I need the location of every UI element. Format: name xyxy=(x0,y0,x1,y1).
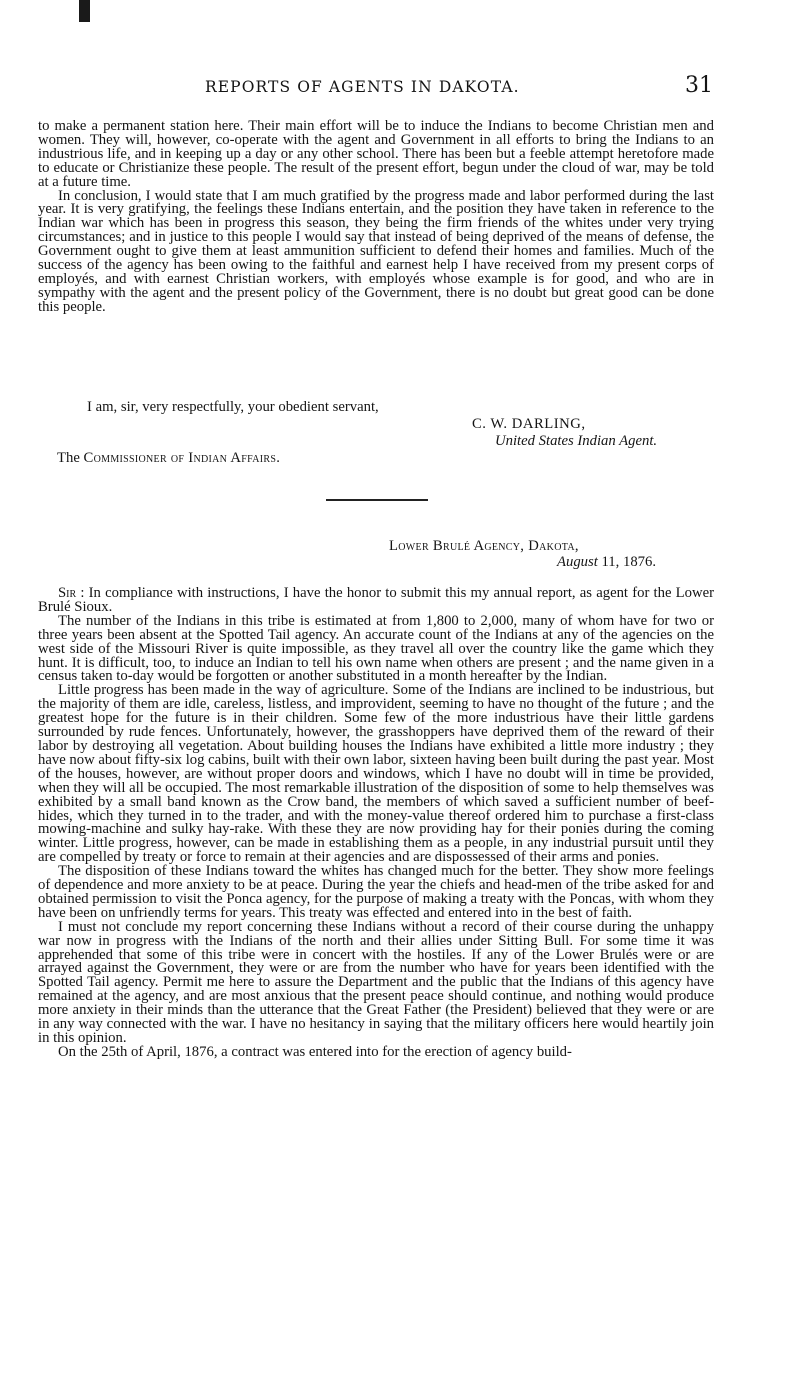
running-head xyxy=(0,73,809,102)
paragraph xyxy=(38,587,714,615)
paragraph: The number of the Indians in this tribe is estimated at from 1,800 to 2,000, many of whom have for two or three years been absent at the Spotted Tail agency. An accurate count of the Indians at any of the agencies on the west side of the Missouri River is quite impossible, as they travel all over the country like the game which they hunt. It is difficult, too, to induce an Indian to tell his own name when others are present ; and the name given in a census taken to-day would be forgotten or another substituted in a month hereafter by the Indian. xyxy=(38,612,714,685)
section-divider xyxy=(326,499,428,501)
salutation: Sir : xyxy=(58,585,85,601)
paragraph: Little progress has been made in the way of agriculture. Some of the Indians are inclined to be industrious, but the majority of them are idle, careless, listless, and improvident, seeming to have no thought of the future ; and the greatest hope for the future is in their children. Some few of the more industrious have their little gardens surrounded by rude fences. Unfortunately, however, the grasshoppers have deprived them of the reward of their labor by destroying all vegetation. About building houses the Indians have exhibited a little more industry ; they have now about fifty-six log cabins, built with their own labor, sixteen having been built during the past year. Most of the houses, however, are without proper doors and windows, which I have no doubt will in time be provided, when they will all be occupied. The most remarkable illustration of the disposition of some to help themselves was exhibited by a small band known as the Crow band, the members of which saved a sufficient number of beef-hides, which they turned in to the trader, and with the money-value thereof ordered him to purchase a first-class mowing-machine and sulky hay-rake. With these they are now providing hay for their ponies during the coming winter. Little progress, however, can be made in establishing them as a people, in any industrial pursuit until they are compelled by treaty or force to remain at their agencies and are dispossessed of their arms and ponies. xyxy=(38,682,714,866)
date-rest: 11, 1876. xyxy=(597,554,657,570)
letter-date xyxy=(557,554,656,571)
signer-name: C. W. DARLING, xyxy=(472,416,586,432)
paragraph: On the 25th of April, 1876, a contract was entered into for the erection of agency build- xyxy=(58,1043,572,1060)
paragraph-text: In compliance with instructions, I have the honor to submit this my annual report, as agent for the Lower Brulé Sioux. xyxy=(38,585,714,615)
closing-line: I am, sir, very respectfully, your obedient servant, xyxy=(87,399,379,415)
recipient-name: Commissioner of Indian Affairs. xyxy=(83,450,281,466)
scan-edge-mark xyxy=(79,0,90,22)
recipient-prefix: The xyxy=(57,450,80,466)
page-number: 31 xyxy=(685,73,713,98)
recipient-line xyxy=(57,450,280,467)
running-head-title: REPORTS OF AGENTS IN DAKOTA. xyxy=(205,78,520,96)
paragraph: to make a permanent station here. Their main effort will be to induce the Indians to become Christian men and women. They will, however, co-operate with the agent and Government in all efforts to bring the Indians to an industrious life, and in keeping up a day or any other school. There has been but a feeble attempt heretofore made to educate or Christianize these people. The result of the present effort, begun under the cloud of war, may be told at a future time. xyxy=(38,118,714,190)
paragraph: I must not conclude my report concerning these Indians without a record of their course during the unhappy war now in progress with the Indians of the north and their allies under Sitting Bull. For some time it was apprehended that some of this tribe were in concert with the hostiles. If any of the Lower Brulés were or are arrayed against the Government, they were or are from the number who have for years been identified with the Spotted Tail agency. Permit me here to assure the Department and the public that the Indians of this agency have remained at the agency, and are most anxious that the present peace should continue, and nothing would produce more anxiety in their minds than the utterance that the Great Father (the President) believed that they were or are in any way connected with the war. I have no hesitancy in saying that the military officers here would heartily join in this opinion. xyxy=(38,918,714,1046)
letter-place: Lower Brulé Agency, Dakota, xyxy=(389,538,579,554)
first-letter-body xyxy=(38,120,714,315)
date-month: August xyxy=(557,554,598,570)
paragraph: In conclusion, I would state that I am much gratified by the progress made and labor performed during the last year. It is very gratifying, the feelings these Indians entertain, and the position they have taken in reference to the Indian war which has been in progress this season, they being the firm friends of the whites under very trying circumstances; and in justice to this people I would say that instead of being deprived of the means of defense, the Government ought to give them at least ammunition sufficient to defend their homes and families. Much of the success of the agency has been owing to the faithful and earnest help I have received from my present corps of employés, and with earnest Christian workers, with employés whose example is for good, and who are in sympathy with the agent and the present policy of the Government, there is no doubt but great good can be done this people. xyxy=(38,187,714,315)
second-letter-body xyxy=(38,587,714,1060)
paragraph: The disposition of these Indians toward the whites has changed much for the better. They show more feelings of dependence and more anxiety to be at peace. During the year the chiefs and head-men of the tribe asked for and obtained permission to visit the Ponca agency, for the purpose of making a treaty with the Poncas, with whom they have been on unfriendly terms for years. This treaty was effected and entered into in the best of faith. xyxy=(38,863,714,921)
signer-title: United States Indian Agent. xyxy=(495,433,658,449)
